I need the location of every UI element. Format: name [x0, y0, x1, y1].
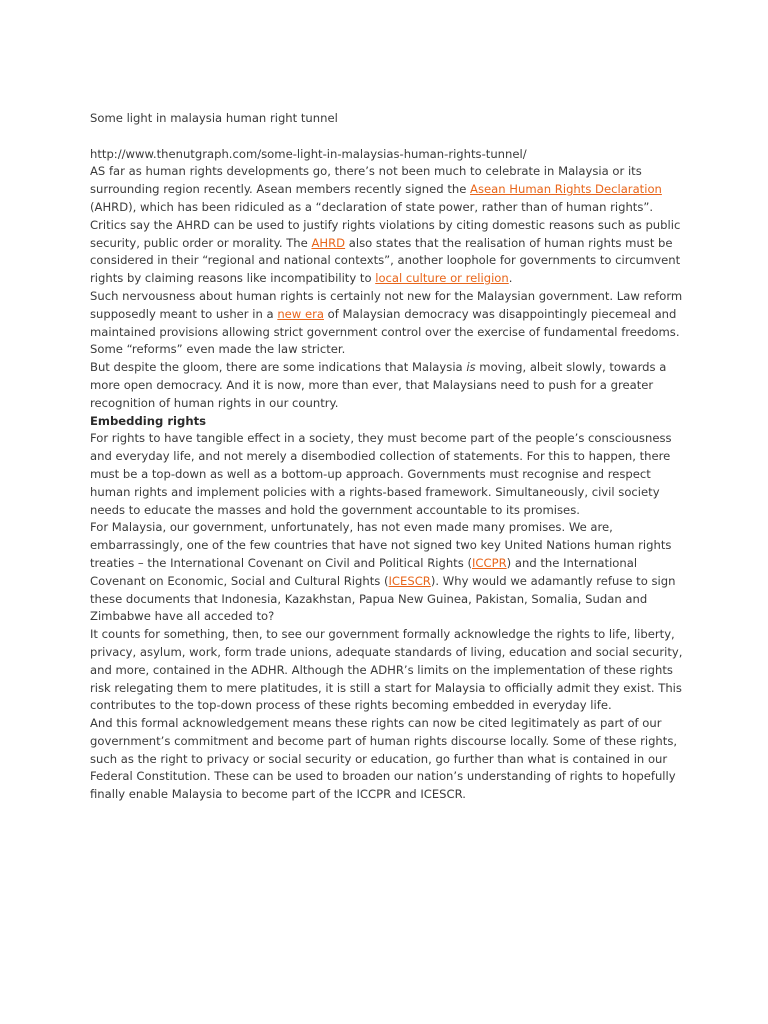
paragraph-nervousness	[90, 288, 684, 359]
text: moving, albeit slowly, towards a more open democracy. And it is now, more than ever, that Malaysians need to push for a greater recognition of human rights in our country.	[90, 360, 667, 410]
text: Such nervousness about human rights is certainly not new for the Malaysian government. Law reform supposedly meant to usher in a	[90, 288, 683, 321]
link-icescr[interactable]: ICESCR	[388, 573, 431, 588]
source-url: http://www.thenutgraph.com/some-light-in-malaysias-human-rights-tunnel/	[90, 146, 527, 161]
link-ahrd[interactable]: AHRD	[311, 235, 346, 250]
text: ) and the International Covenant on Economic, Social and Cultural Rights (	[90, 555, 638, 588]
paragraph-gloom	[90, 359, 684, 412]
paragraph-formal-acknowledgement: And this formal acknowledgement means these rights can now be cited legitimately as part of our government’s commitment and become part of human rights discourse locally. Some of these rights, such as the right to privacy or social security or education, go further than what is contained in our Federal Constitution. These can be used to broaden our nation’s understanding of rights to hopefully finally enable Malaysia to become part of the ICCPR and ICESCR.	[90, 716, 678, 802]
paragraph-treaties	[90, 519, 684, 626]
paragraph-acknowledge: It counts for something, then, to see our government formally acknowledge the rights to life, liberty, privacy, asylum, work, form trade unions, adequate standards of living, education and social security, and more, contained in the ADHR. Although the ADHR’s limits on the implementation of these rights risk relegating them to mere platitudes, it is still a start for Malaysia to officially admit they exist. This contributes to the top-down process of these rights becoming embedded in everyday life.	[90, 627, 683, 713]
document-title: Some light in malaysia human right tunnel	[90, 111, 338, 125]
document-page	[90, 110, 684, 804]
emphasis: is	[466, 360, 476, 375]
text: (AHRD), which has been ridiculed as a “declaration of state power, rather than of human rights”. Critics say the AHRD can be used to justify rights violations by citing domestic reasons such as public security, public order or morality. The	[90, 199, 681, 250]
text: AS far as human rights developments go, there’s not been much to celebrate in Malaysia or its surrounding region recently. Asean members recently signed the	[90, 164, 642, 197]
text: .	[508, 271, 513, 286]
link-new-era[interactable]: new era	[277, 306, 324, 321]
link-asean-human-rights-declaration[interactable]: Asean Human Rights Declaration	[470, 182, 662, 197]
text: of Malaysian democracy was disappointingly piecemeal and maintained provisions allowing strict government control over the exercise of fundamental freedoms. Some “reforms” even made the law stricter.	[90, 306, 680, 357]
text: ). Why would we adamantly refuse to sign these documents that Indonesia, Kazakhstan, Papua New Guinea, Pakistan, Somalia, Sudan and Zimbabwe have all acceded to?	[90, 573, 676, 624]
text: But despite the gloom, there are some indications that Malaysia	[90, 360, 467, 375]
paragraph-tangible-effect: For rights to have tangible effect in a society, they must become part of the people’s consciousness and everyday life, and not merely a disembodied collection of statements. For this to happen, there must be a top-down as well as a bottom-up approach. Governments must recognise and respect human rights and implement policies with a rights-based framework. Simultaneously, civil society needs to educate the masses and hold the government accountable to its promises.	[90, 431, 672, 517]
paragraph-intro	[90, 163, 684, 288]
link-local-culture-or-religion[interactable]: local culture or religion	[375, 271, 509, 286]
text: also states that the realisation of human rights must be considered in their “regional and national contexts”, another loophole for governments to circumvent rights by claiming reasons like incompatibility to	[90, 235, 681, 286]
text: For Malaysia, our government, unfortunately, has not even made many promises. We are, embarrassingly, one of the few countries that have not signed two key United Nations human rights treaties – the International Covenant on Civil and Political Rights (	[90, 520, 672, 570]
section-heading: Embedding rights	[90, 413, 207, 428]
link-iccpr[interactable]: ICCPR	[471, 555, 507, 570]
